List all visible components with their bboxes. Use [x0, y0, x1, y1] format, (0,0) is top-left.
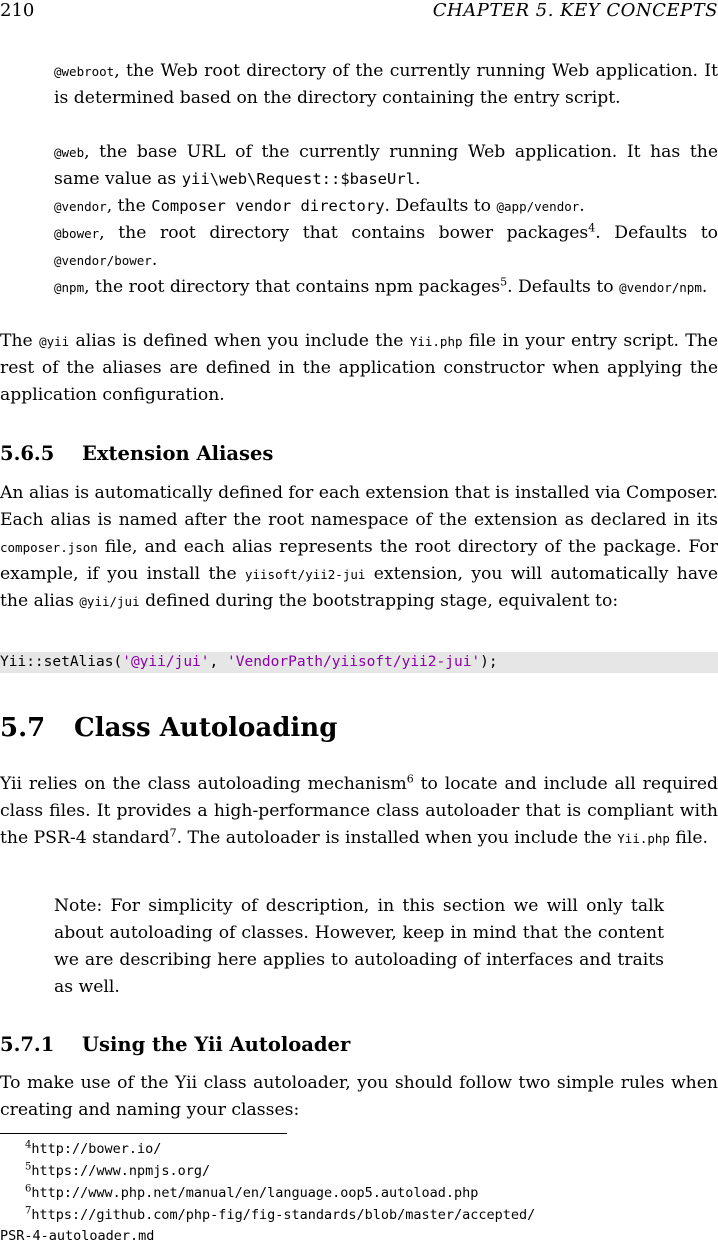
alias-description: , the [106, 196, 152, 216]
text-run: alias is defined when you include the [69, 331, 410, 351]
footnote-url[interactable]: http://bower.io/ [31, 1141, 162, 1157]
inline-code: composer.json [0, 540, 98, 555]
alias-default-value: @app/vendor [496, 199, 580, 214]
section-title: Using the Yii Autoloader [82, 1033, 351, 1056]
code-string: '@yii/jui' [122, 654, 210, 670]
alias-name: @npm [54, 280, 85, 295]
text-run: file in your entry script. The rest of the aliases are defined in the application constructor when applying the application configuration. [0, 331, 718, 405]
section-heading-5-6-5 [0, 440, 273, 467]
inline-code: yiisoft/yii2-jui [244, 567, 366, 582]
footnote-ref: 4 [588, 221, 596, 235]
footnote-ref: 5 [500, 275, 508, 289]
extension-aliases-paragraph [0, 480, 718, 615]
code-end: ); [480, 654, 498, 670]
inline-code-link: Composer vendor directory [151, 197, 385, 215]
inline-code: Yii.php [409, 334, 463, 349]
alias-defaults-text: . Defaults to [507, 277, 620, 297]
footnote-number: 5 [25, 1161, 32, 1173]
chapter-title: CHAPTER 5. KEY CONCEPTS [432, 0, 718, 21]
section-number: 5.7.1 [0, 1033, 55, 1056]
footnote-url[interactable]: https://github.com/php-fig/fig-standards/blob/master/accepted/ [31, 1207, 536, 1223]
footnote-url[interactable]: https://www.npmjs.org/ [31, 1163, 211, 1179]
text-run: to locate and include all required class files. It provides a high-performance class autoloader that is compliant with the PSR-4 standard [0, 774, 718, 848]
yii-alias-paragraph [0, 328, 718, 409]
alias-description: , the root directory that contains bower packages [99, 223, 589, 243]
section-number: 5.6.5 [0, 442, 55, 465]
alias-name: @bower [54, 226, 100, 241]
footnote-7-continuation[interactable]: PSR-4-autoloader.md [0, 1228, 155, 1244]
page-number: 210 [0, 0, 35, 21]
inline-code: @yii [39, 334, 70, 349]
text-run: defined during the bootstrapping stage, equivalent to: [139, 591, 619, 611]
text-run: An alias is automatically defined for each extension that is installed via Composer. Each alias is named after the root namespace of the extension as declared in its [0, 483, 718, 530]
alias-default-value: @vendor/npm [619, 280, 702, 295]
footnote-url[interactable]: http://www.php.net/manual/en/language.oop5.autoload.php [31, 1185, 479, 1201]
alias-item-vendor [54, 193, 718, 220]
alias-item-bower [54, 220, 718, 274]
alias-description-end: . [151, 250, 158, 270]
footnote-number: 6 [25, 1183, 32, 1195]
footnote-7 [25, 1206, 535, 1224]
inline-code: Yii.php [617, 831, 670, 846]
note-block: Note: For simplicity of description, in this section we will only talk about autoloading of classes. However, keep in mind that the content we are describing here applies to autoloading of interfaces and traits as well. [54, 896, 664, 997]
code-string: 'VendorPath/yiisoft/yii2-jui' [227, 654, 481, 670]
footnote-ref: 7 [169, 826, 177, 840]
alias-description: , the base URL of the currently running Web application. It has the same value as [54, 142, 718, 189]
section-heading-5-7 [0, 715, 337, 742]
alias-name: @vendor [54, 199, 107, 214]
code-block [0, 652, 718, 673]
section-title: Extension Aliases [82, 442, 274, 465]
text-run: extension, you will automatically have the alias [0, 564, 718, 611]
page-header [0, 0, 718, 22]
section-number: 5.7 [0, 713, 46, 743]
section-title: Class Autoloading [74, 713, 338, 743]
footnote-number: 4 [25, 1139, 32, 1151]
autoloading-paragraph [0, 771, 718, 852]
section-heading-5-7-1 [0, 1031, 350, 1058]
text-run: . The autoloader is installed when you include the [176, 828, 618, 848]
code-separator: , [209, 654, 227, 670]
code-function: Yii::setAlias( [0, 654, 123, 670]
footnote-divider [0, 1133, 287, 1134]
alias-defaults-text: . Defaults to [384, 196, 497, 216]
alias-item-npm [54, 274, 718, 301]
alias-description-end: . [579, 196, 585, 216]
text-run: Yii relies on the class autoloading mechanism [0, 774, 407, 794]
alias-description: , the Web root directory of the currently running Web application. It is determined based on the directory containing the entry script. [54, 61, 718, 108]
alias-default-value: @vendor/bower [54, 253, 152, 268]
inline-code: @yii/jui [79, 594, 140, 609]
alias-item-webroot [54, 58, 718, 112]
footnote-6 [25, 1184, 478, 1202]
alias-description: , the root directory that contains npm packages [84, 277, 501, 297]
footnote-4 [25, 1140, 161, 1158]
inline-code: yii\web\Request::$baseUrl [181, 170, 415, 188]
alias-name: @webroot [54, 64, 115, 79]
alias-name: @web [54, 145, 85, 160]
alias-defaults-text: . Defaults to [595, 223, 718, 243]
text-run: The [0, 331, 40, 351]
autoloader-usage-paragraph: To make use of the Yii class autoloader, you should follow two simple rules when creating and naming your classes: [0, 1073, 718, 1120]
alias-description-end: . [701, 277, 708, 297]
footnote-number: 7 [25, 1205, 32, 1217]
alias-item-web [54, 139, 718, 193]
alias-description-end: . [415, 169, 421, 189]
footnote-ref: 6 [406, 772, 414, 786]
text-run: file. [669, 828, 709, 848]
footnote-5 [25, 1162, 210, 1180]
text-run: file, and each alias represents the root directory of the package. For example, if you install the [0, 537, 718, 584]
